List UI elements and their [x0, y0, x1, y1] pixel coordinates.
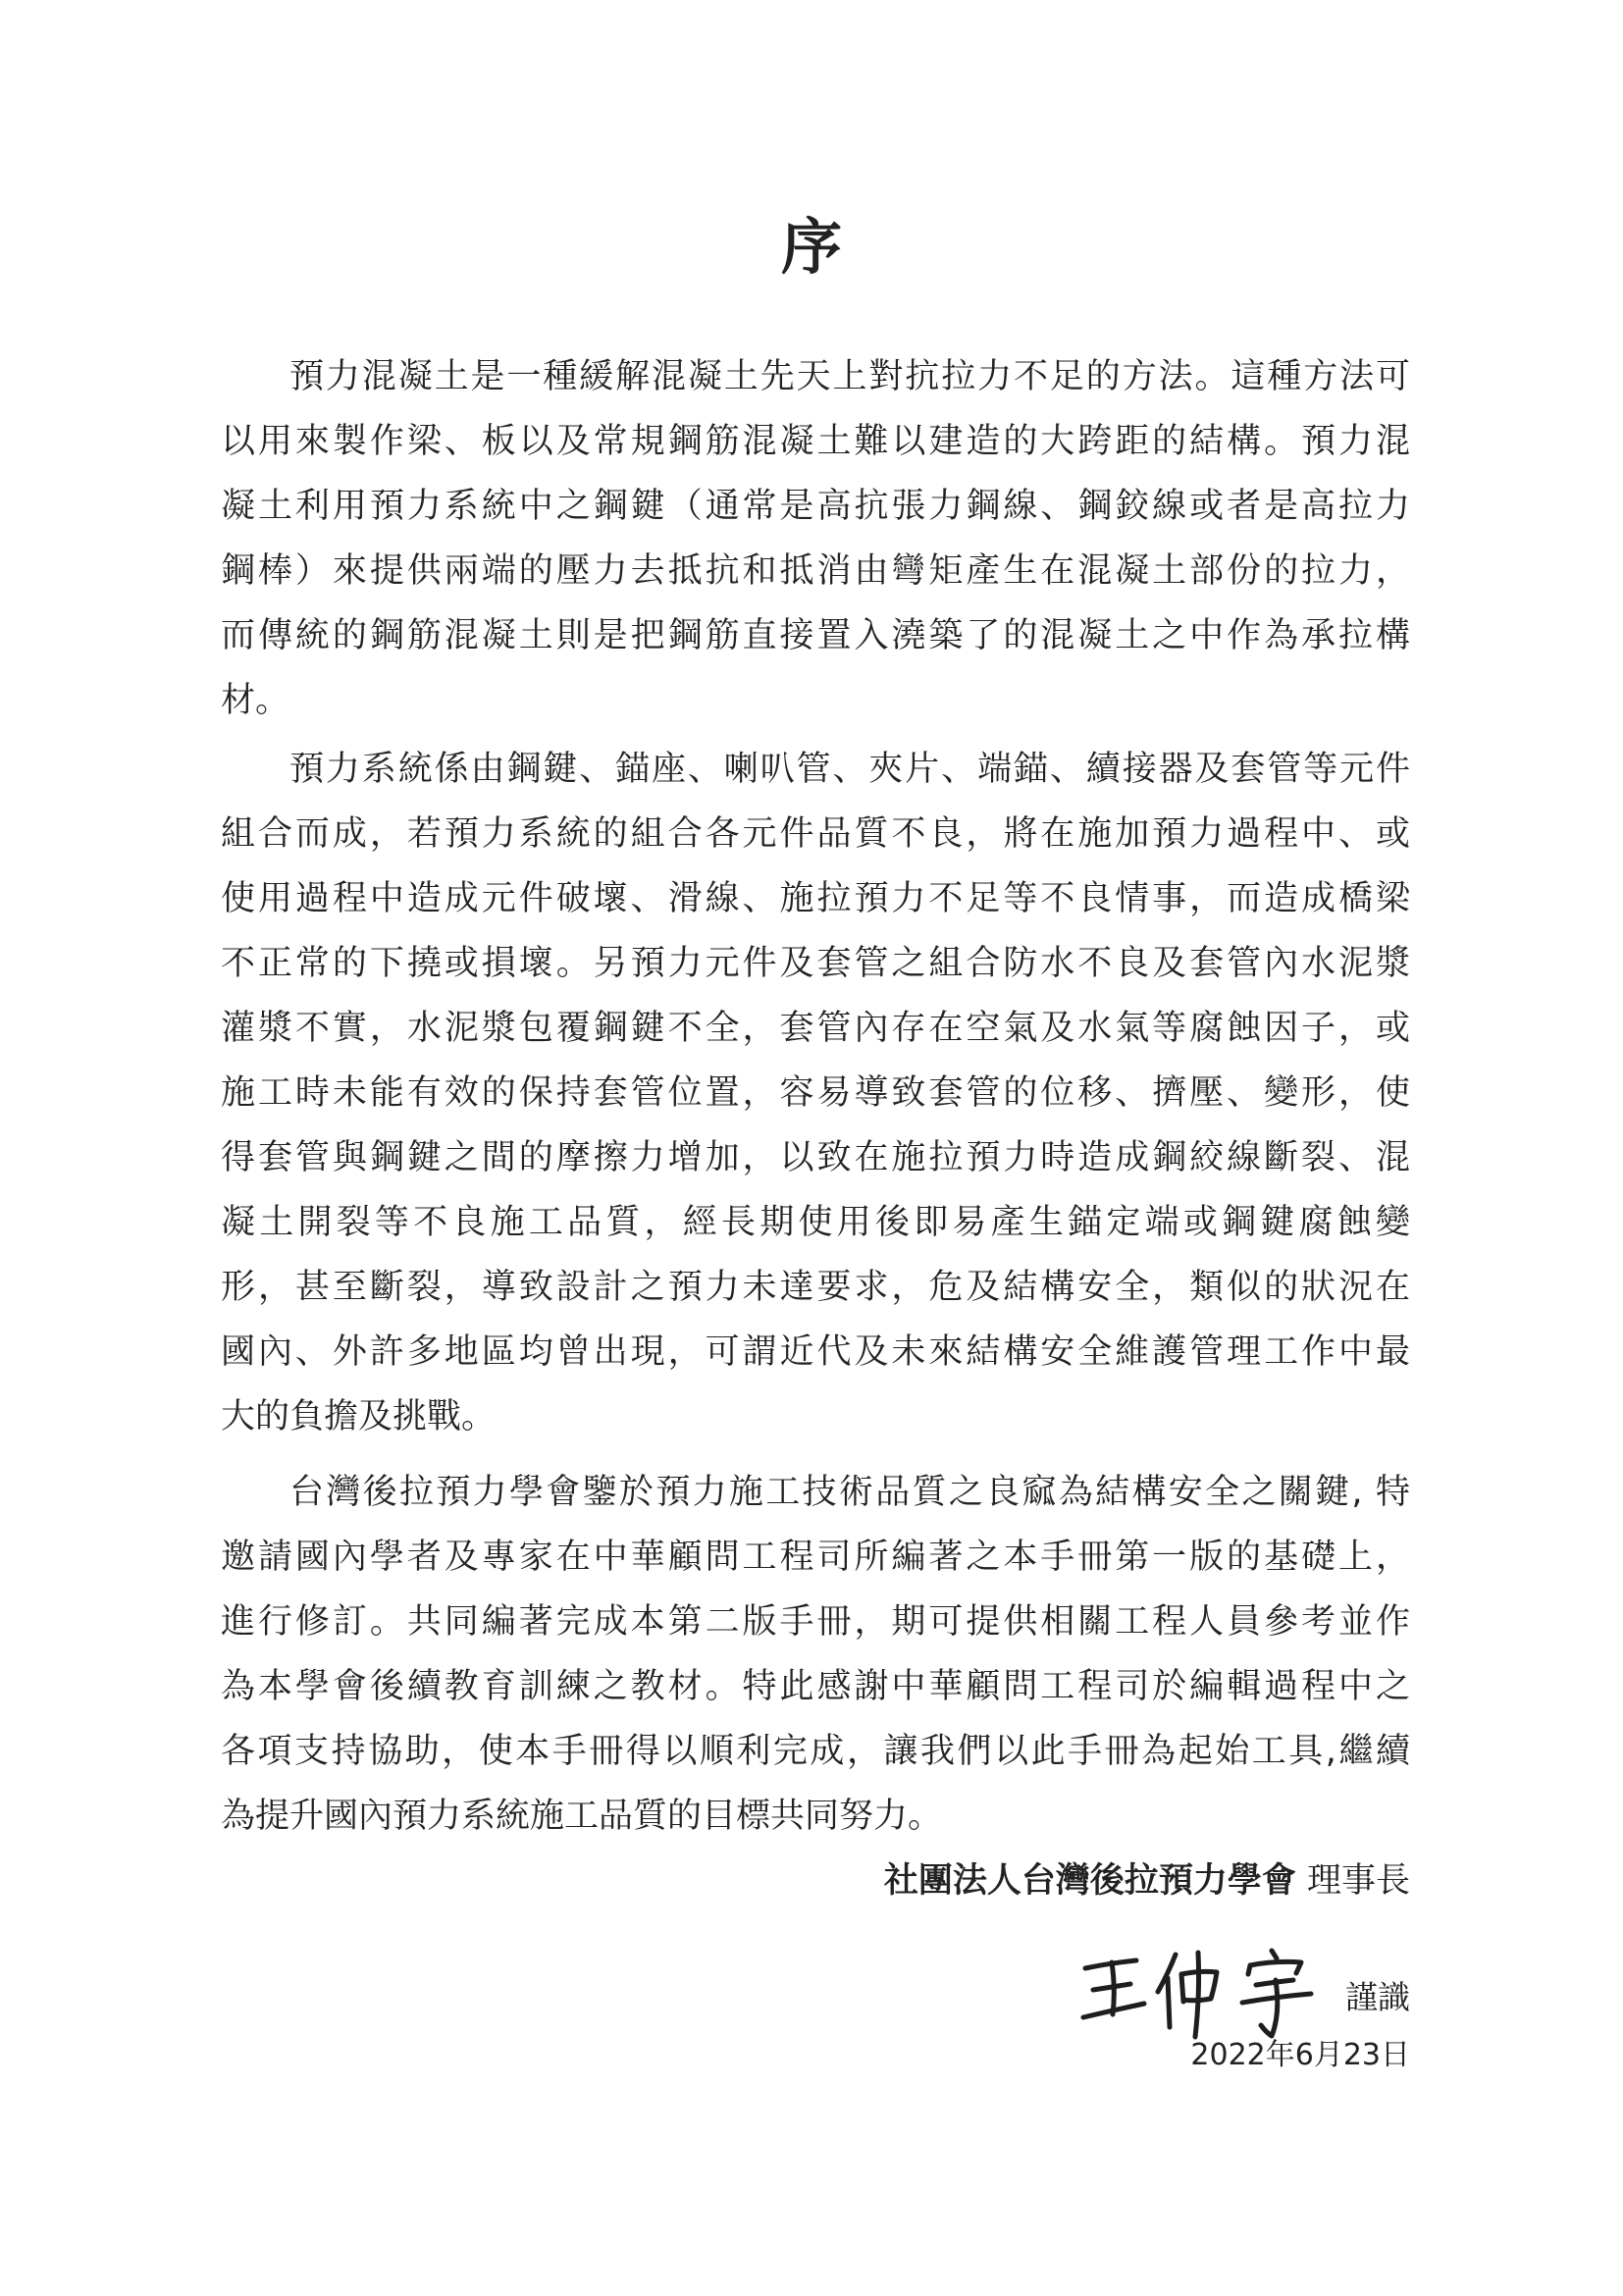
paragraph [221, 737, 1410, 1449]
text-line: 使用過程中造成元件破壞、滑線、施拉預力不足等不良情事，而造成橋梁 [221, 879, 1410, 918]
text-line: 材。 [221, 681, 290, 720]
text-line: 灌漿不實，水泥漿包覆鋼鍵不全，套管內存在空氣及水氣等腐蝕因子，或 [221, 1009, 1410, 1048]
text-line: 進行修訂。共同編著完成本第二版手冊，期可提供相關工程人員參考並作 [221, 1602, 1410, 1642]
role-title: 理事長 [1306, 1861, 1410, 1901]
text-line: 凝土利用預力系統中之鋼鍵（通常是高抗張力鋼線、鋼鉸線或者是高拉力 [221, 487, 1410, 526]
paragraph [221, 1460, 1410, 1849]
text-line: 而傳統的鋼筋混凝土則是把鋼筋直接置入澆築了的混凝土之中作為承拉構 [221, 616, 1410, 655]
text-line: 鋼棒）來提供兩端的壓力去抵抗和抵消由彎矩產生在混凝土部份的拉力， [221, 551, 1410, 591]
closing-text: 謹識 [1345, 1978, 1410, 2016]
preface-body [221, 344, 1410, 1849]
text-line: 凝土開裂等不良施工品質，經長期使用後即易產生錨定端或鋼鍵腐蝕變 [221, 1203, 1410, 1242]
text-line: 台灣後拉預力學會鑒於預力施工技術品質之良窳為結構安全之關鍵, 特 [289, 1473, 1410, 1512]
text-line: 形，甚至斷裂，導致設計之預力未達要求，危及結構安全，類似的狀況在 [221, 1268, 1410, 1307]
text-line: 得套管與鋼鍵之間的摩擦力增加，以致在施拉預力時造成鋼絞線斷裂、混 [221, 1138, 1410, 1177]
text-line: 大的負擔及挑戰。 [221, 1397, 497, 1436]
text-line: 為提升國內預力系統施工品質的目標共同努力。 [221, 1797, 943, 1836]
text-line: 為本學會後續教育訓練之教材。特此感謝中華顧問工程司於編輯過程中之 [221, 1667, 1410, 1706]
text-line: 預力混凝土是一種緩解混凝土先天上對抗拉力不足的方法。這種方法可 [289, 357, 1410, 396]
text-line: 預力系統係由鋼鍵、錨座、喇叭管、夾片、端錨、續接器及套管等元件 [289, 750, 1410, 789]
page-title: 序 [780, 211, 842, 283]
text-line: 國內、外許多地區均曾出現，可謂近代及未來結構安全維護管理工作中最 [221, 1332, 1410, 1372]
text-line: 各項支持協助，使本手冊得以順利完成，讓我們以此手冊為起始工具,繼續 [221, 1732, 1410, 1771]
text-line: 組合而成，若預力系統的組合各元件品質不良，將在施加預力過程中、或 [221, 814, 1410, 854]
text-line: 邀請國內學者及專家在中華顧問工程司所編著之本手冊第一版的基礎上， [221, 1538, 1410, 1577]
signoff-line [884, 1849, 1410, 1913]
paragraph [221, 344, 1410, 733]
signoff-date: 2022年6月23日 [1190, 2038, 1410, 2072]
text-line: 不正常的下撓或損壞。另預力元件及套管之組合防水不良及套管內水泥漿 [221, 944, 1410, 983]
text-line: 以用來製作梁、板以及常規鋼筋混凝土難以建造的大跨距的結構。預力混 [221, 422, 1410, 461]
handwritten-signature [1079, 1945, 1319, 2043]
text-line: 施工時未能有效的保持套管位置，容易導致套管的位移、擠壓、變形，使 [221, 1073, 1410, 1113]
organization-name: 社團法人台灣後拉預力學會 [883, 1861, 1296, 1901]
